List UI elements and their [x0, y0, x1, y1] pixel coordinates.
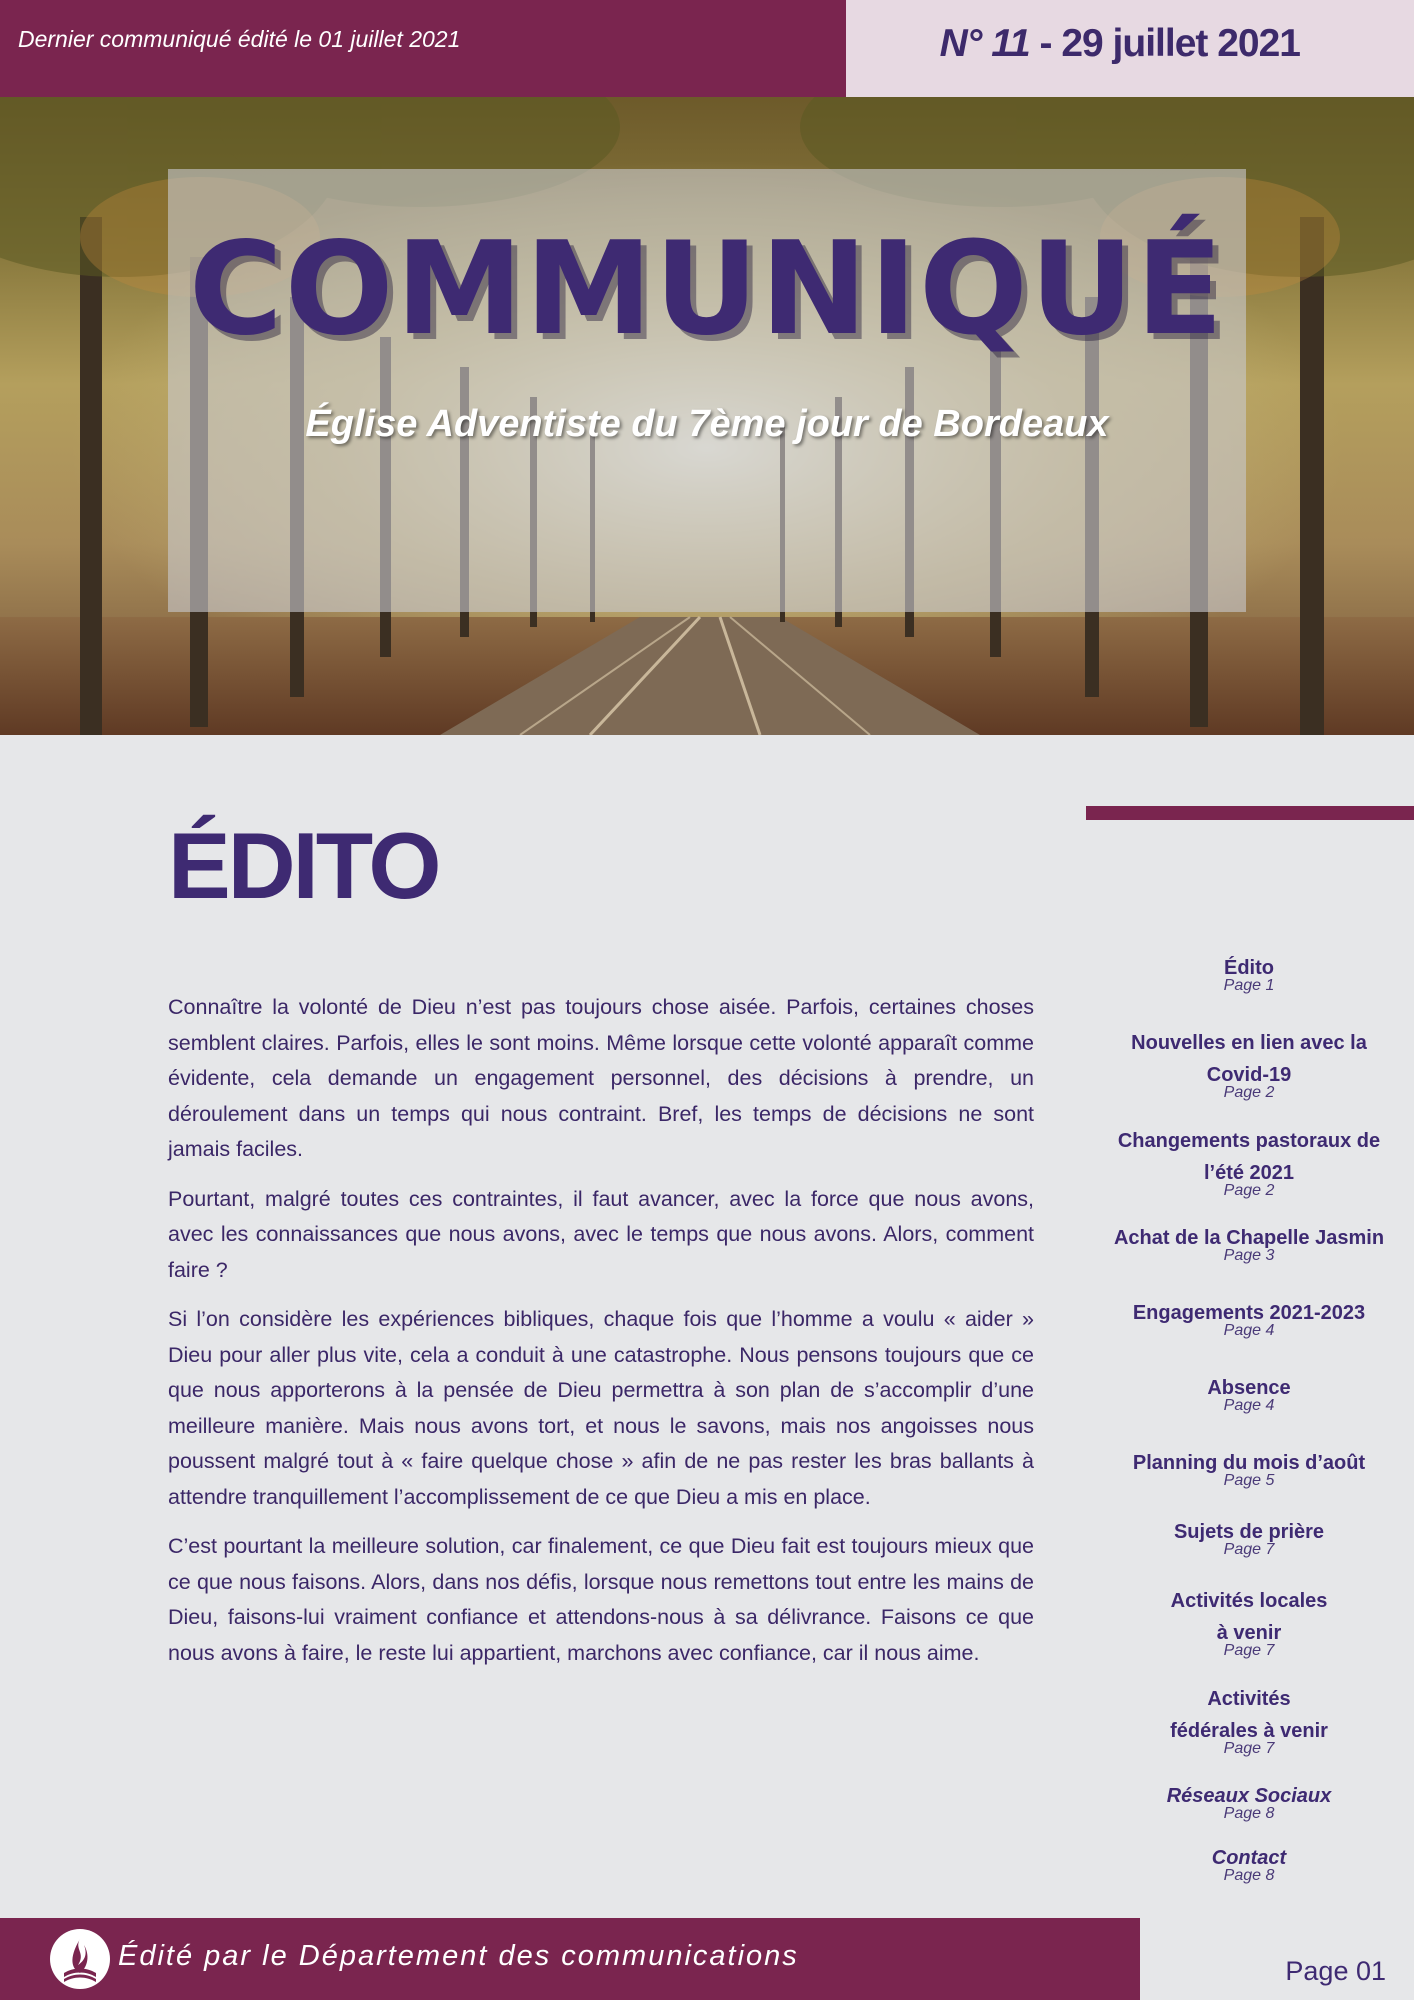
- toc-item-label: Édito: [1224, 957, 1274, 979]
- edito-paragraph: Si l’on considère les expériences bibliques, chaque fois que l’homme a voulu « aider » Dieu pour aller plus vite, cela a conduit à une catastrophe. Nous pensons toujours que ce que nous apporterons à la pensée de Dieu permettra à son plan de s’accomplir d’une meilleure manière. Mais nous avons tort, et nous le savons, mais nos angoisses nous poussent malgré tout à « faire quelque chose » afin de ne pas rester les bras ballants à attendre tranquillement l’accomplissement de ce que Dieu a mis en place.: [168, 1307, 1034, 1509]
- toc-item-label: Planning du mois d’août: [1132, 1452, 1366, 1474]
- footer-credit: Édité par le Département des communications: [118, 1940, 799, 1972]
- toc-item-page: Page 8: [1223, 1805, 1275, 1822]
- toc-item-page: Page 8: [1223, 1867, 1275, 1884]
- hero-banner: [0, 97, 1414, 735]
- toc-item-label: Achat de la Chapelle Jasmin: [1113, 1227, 1385, 1249]
- toc-item-august-planning[interactable]: [1104, 1447, 1394, 1489]
- toc-divider: [1086, 806, 1414, 820]
- issue-info: [940, 22, 1300, 66]
- toc-item-page: Page 7: [1223, 1541, 1275, 1558]
- issue-date: - 29 juillet 2021: [1029, 22, 1300, 65]
- toc-item-social-networks[interactable]: [1104, 1780, 1394, 1822]
- footer-band: [0, 1918, 1140, 2000]
- toc-item-federal-activities[interactable]: [1104, 1683, 1394, 1757]
- edito-paragraph: Connaître la volonté de Dieu n’est pas toujours chose aisée. Parfois, certaines choses semblent claires. Parfois, elles le sont moins. Même lorsque cette volonté apparaît comme évidente, cela demande un engagement personnel, des décisions à prendre, un déroulement dans un temps qui nous contraint. Bref, les temps de décisions ne sont jamais faciles.: [168, 995, 1034, 1161]
- toc-item-label: Engagements 2021-2023: [1132, 1302, 1366, 1324]
- toc-item-page: Page 7: [1223, 1740, 1275, 1757]
- toc-item-label: Activités fédérales à venir: [1170, 1688, 1328, 1742]
- toc-item-page: Page 4: [1223, 1397, 1275, 1414]
- newsletter-title: COMMUNIQUÉ: [188, 215, 1226, 364]
- toc-item-label: Activités locales à venir: [1170, 1590, 1328, 1644]
- page-number: Page 01: [1285, 1956, 1386, 1986]
- toc-item-label: Sujets de prière: [1173, 1521, 1325, 1543]
- toc-item-covid[interactable]: [1104, 1027, 1394, 1101]
- toc-item-contact[interactable]: [1104, 1842, 1394, 1884]
- church-name: Église Adventiste du 7ème jour de Bordeaux: [305, 403, 1109, 445]
- issue-number: N° 11: [939, 22, 1030, 65]
- toc-item-pastoral-changes[interactable]: [1104, 1125, 1394, 1199]
- issue-banner: [846, 0, 1414, 97]
- adventist-flame-logo-icon: [50, 1929, 110, 1989]
- toc-item-absence[interactable]: [1104, 1372, 1394, 1414]
- toc-item-page: Page 2: [1223, 1182, 1275, 1199]
- toc-item-label: Changements pastoraux de l’été 2021: [1117, 1130, 1381, 1184]
- toc-item-page: Page 3: [1223, 1247, 1275, 1264]
- edito-heading: ÉDITO: [168, 813, 439, 918]
- toc-item-page: Page 2: [1223, 1084, 1275, 1101]
- toc-item-label: Nouvelles en lien avec la Covid-19: [1131, 1032, 1367, 1086]
- toc-item-local-activities[interactable]: [1104, 1585, 1394, 1659]
- header-band: [0, 0, 846, 97]
- toc-item-edito[interactable]: [1104, 952, 1394, 994]
- edito-paragraph: C’est pourtant la meilleure solution, car finalement, ce que Dieu fait est toujours mieux que ce que nous faisons. Alors, dans nos défis, lorsque nous remettons tout entre les mains de Dieu, faisons-lui vraiment confiance et attendons-nous à sa délivrance. Faisons ce que nous avons à faire, le reste lui appartient, marchons avec confiance, car il nous aime.: [168, 1534, 1034, 1665]
- toc-item-label: Contact: [1211, 1847, 1287, 1869]
- edito-body: [168, 990, 1034, 1685]
- toc-item-prayer-topics[interactable]: [1104, 1516, 1394, 1558]
- toc-item-engagements[interactable]: [1104, 1297, 1394, 1339]
- edito-paragraph: Pourtant, malgré toutes ces contraintes, il faut avancer, avec la force que nous avons, avec les connaissances que nous avons, avec le temps que nous avons. Alors, comment faire ?: [168, 1186, 1034, 1282]
- toc-item-page: Page 4: [1223, 1322, 1275, 1339]
- toc-item-page: Page 7: [1223, 1642, 1275, 1659]
- toc-item-label: Absence: [1207, 1377, 1291, 1399]
- last-edition-note: Dernier communiqué édité le 01 juillet 2021: [18, 26, 461, 52]
- toc-item-label: Réseaux Sociaux: [1166, 1785, 1332, 1807]
- toc-item-page: Page 1: [1223, 977, 1275, 994]
- toc-item-chapel-purchase[interactable]: [1104, 1222, 1394, 1264]
- toc-item-page: Page 5: [1223, 1472, 1275, 1489]
